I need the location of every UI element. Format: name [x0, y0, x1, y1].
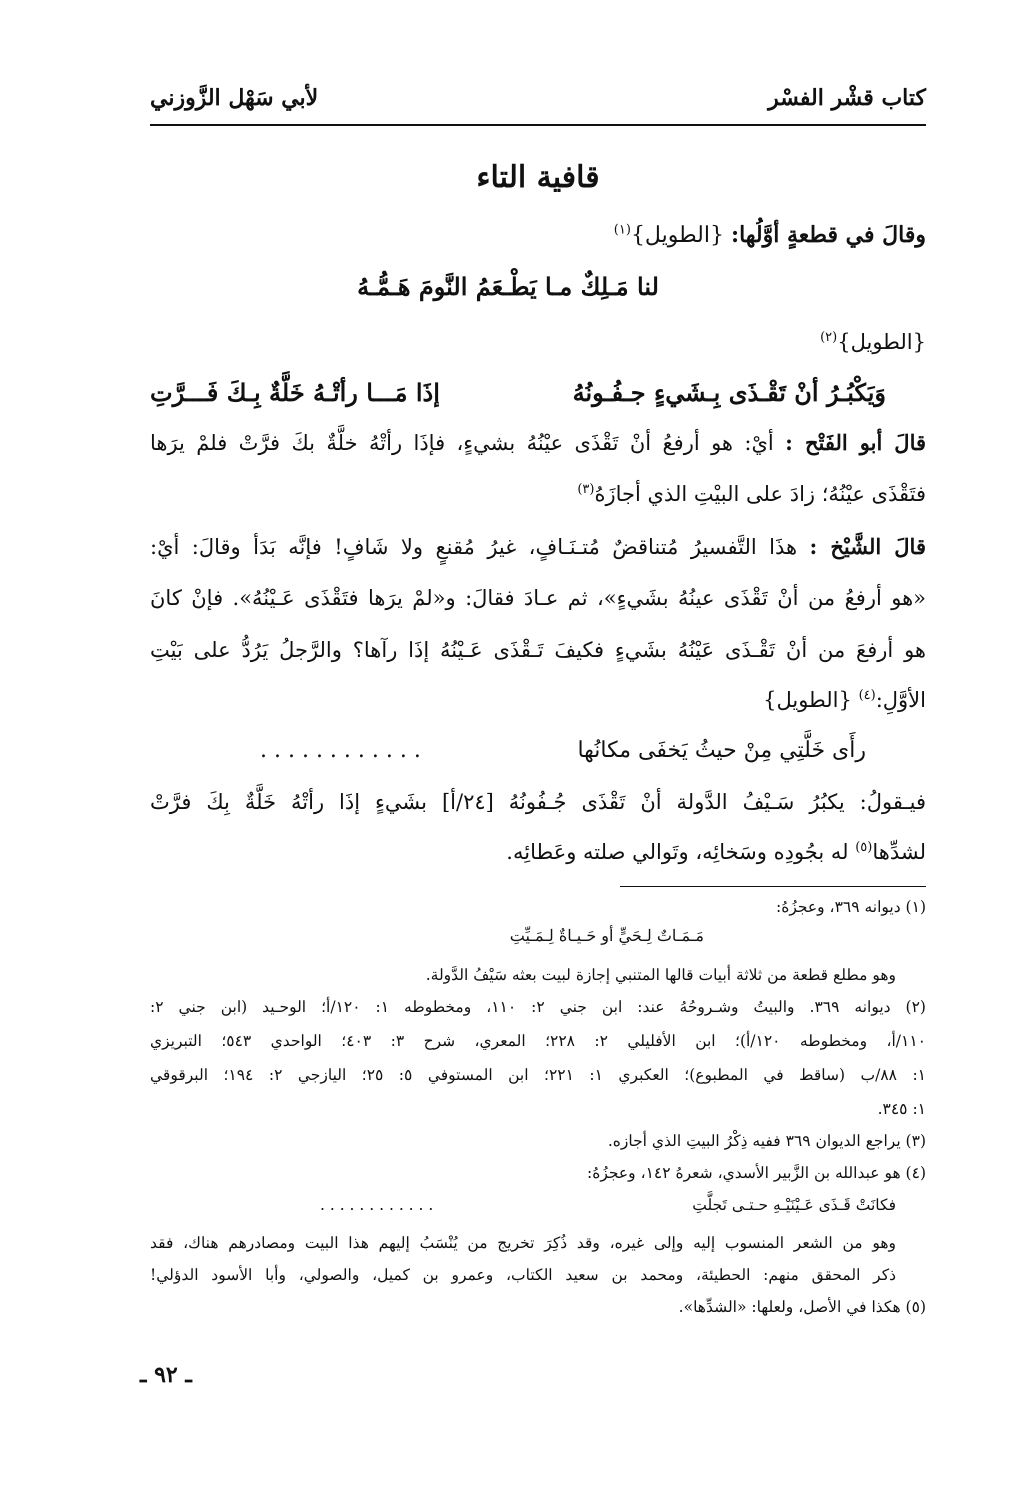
- footnote-5: (٥) هكذا في الأصل، ولعلها: «الشدِّها».: [678, 1298, 926, 1316]
- running-header: [150, 85, 926, 121]
- footnote-mark-1: (١): [613, 222, 631, 238]
- para-3-line-1: فيـقولُ: يكبُرُ سَـيْفُ الدَّولة أنْ تَقْذَى جُـفُونُهُ [٢٤/أ] بشَيءٍ إذَا رأتْهُ خَلَّةٌ بِكَ فرَّتْ: [150, 790, 927, 814]
- para-1-line-1: [150, 430, 926, 455]
- footnote-mark-3: (٣): [577, 482, 595, 497]
- para-1-text-2: فتَقْذَى عيْنُهُ؛ زادَ على البيْتِ الذي أجازَهُ: [594, 482, 926, 506]
- footnote-mark-2: (٢): [820, 330, 838, 345]
- footnote-4-line-2: وهو من الشعر المنسوب إليه وإلى غيره، وقد ذُكِرَ تخريج من يُنْسَبُ إليهم هذا البيت ومصادرهم هناك، فقد: [150, 1234, 896, 1252]
- intro-line: [150, 222, 926, 248]
- footnote-2-line-3: ١: ٨٨/ب (ساقط في المطبوع)؛ العكبري ١: ٢٢١؛ ابن المستوفي ٥: ٢٥؛ اليازجي ٢: ١٩٤؛ البرقوقي: [150, 1066, 926, 1084]
- page-number: ـ ٩٢ ـ: [140, 1362, 192, 1388]
- footnote-4-verse-text: فكانَتْ قَـذَى عَـيْنَيْـهِ حـتـى تَجلَّتِ: [692, 1196, 896, 1214]
- verse-1: لنا مَـلِكٌ مـا يَطْـعَمُ النَّومَ هَـمُّـهُ: [357, 272, 659, 301]
- footnote-2-line-4: ١: ٣٤٥.: [877, 1100, 926, 1118]
- footnote-2-line-1: (٢) ديوانه ٣٦٩. والبيتُ وشـروحُهُ عند: ابن جني ٢: ١١٠، ومخطوطه ١: ١٢٠/أ؛ الوحـيد (ابن جني ٢:: [150, 998, 926, 1016]
- para-1-text-1: أيْ: هو أرفعُ أنْ تَقْذَى عيْنُهُ بشيءٍ، فإذَا رأتْهُ خلَّةٌ بكَ فرَّتْ فلمْ يرَها: [150, 431, 774, 455]
- speaker-sheikh: قالَ الشَّيْخ :: [809, 534, 926, 559]
- meter-line-2: [150, 330, 926, 354]
- meter-2: {الطويل}: [837, 330, 926, 354]
- para-2-line-3: هو أرفعَ من أنْ تَقْـذَى عَيْنُهُ بشَيءٍ فكيفَ تَـقْذَى عَـيْنُهُ إذَا رآها؟ والرَّجلُ يَرُدُّ على بَيْتِ: [150, 638, 927, 662]
- speaker-abu-alfath: قالَ أبو الفَتْح :: [785, 430, 927, 455]
- para-2-line-2: «هو أرفعُ من أنْ تَقْذَى عينُهُ بشَيءٍ»، ثم عـادَ فقالَ: و«لمْ يرَها فتَقْذَى عَـيْنُهُ». فإنْ كانَ: [150, 586, 926, 610]
- header-book-title: كتاب قشْر الفسْر: [768, 85, 926, 111]
- footnote-4-line-3: ذكر المحقق منهم: الحطيئة، ومحمد بن سعيد الكتاب، وعمرو بن كميل، والصولي، وأبا الأسود الدؤلي!: [150, 1266, 896, 1284]
- header-rule: [150, 124, 926, 126]
- footnote-mark-4: (٤): [858, 688, 876, 703]
- meter-4: {الطويل}: [763, 688, 852, 712]
- para-2-line-1: [150, 534, 926, 559]
- footnote-4-ellipsis: . . . . . . . . . . . .: [320, 1196, 434, 1214]
- footnote-rule: [620, 886, 926, 887]
- para-1-line-2: [150, 482, 926, 506]
- footnote-4: (٤) هو عبدالله بن الزَّبير الأسدي، شعرهُ ١٤٢، وعجزُهُ:: [587, 1164, 926, 1182]
- footnote-3: (٣) يراجع الديوان ٣٦٩ ففيه ذِكْرُ البيتِ الذي أجازه.: [607, 1132, 926, 1150]
- para-2-line-4: [150, 688, 926, 712]
- intro-text: وقالَ في قطعةٍ أوَّلُها:: [730, 222, 926, 248]
- footnote-2-line-2: ١١٠/أ، ومخطوطه ١٢٠/أ)؛ ابن الأفليلي ٢: ٢٢٨؛ المعري، شرح ٣: ٤٠٣؛ الواحدي ٥٤٣؛ التبريزي: [150, 1032, 927, 1050]
- header-author: لأبي سَهْل الزَّوزني: [150, 85, 319, 111]
- footnote-1: (١) ديوانه ٣٦٩، وعجزُهُ:: [775, 898, 926, 916]
- para-2-text-4: الأوَّلِ:: [875, 688, 926, 712]
- verse-2-second-hemistich: إذَا مَـــا رأتْـهُ خَلَّةٌ بِـكَ فَـــرَّتِ: [150, 378, 440, 407]
- section-title: قافية التاء: [476, 160, 600, 195]
- para-3-text-2a: لشدِّها: [872, 840, 926, 864]
- footnote-mark-5: (٥): [855, 840, 873, 855]
- para-3-text-2b: له بجُودِه وسَخائِه، وتَوالي صلته وعَطائِه.: [506, 840, 849, 864]
- para-3-line-2: [150, 840, 926, 864]
- footnote-1-note: وهو مطلع قطعة من ثلاثة أبيات قالها المتنبي إجازة لبيت بعثه سَيْفُ الدَّولة.: [425, 966, 896, 984]
- intro-meter: {الطويل}: [630, 223, 724, 248]
- verse-2-first-hemistich: وَيَكْبُـرُ أنْ تَقْـذَى بِـشَيءٍ جـفُـونُهُ: [572, 378, 886, 407]
- verse-3-ellipsis: . . . . . . . . . . . .: [260, 738, 421, 763]
- verse-3-text: رأَى خَلَّتِي مِنْ حيثُ يَخفَى مكانُها: [577, 738, 866, 763]
- para-2-text-1: هذَا التَّفسيرُ مُتناقضٌ مُتـنَـافٍ، غيرُ مُقنعٍ ولا شَافٍ! فإنَّه بَدَأ وقالَ: أيْ:: [150, 535, 798, 559]
- footnote-1-verse: مَـمَـاتٌ لِـحَيٍّ أو حَـيـاةٌ لِـمَـيِّتِ: [509, 926, 704, 945]
